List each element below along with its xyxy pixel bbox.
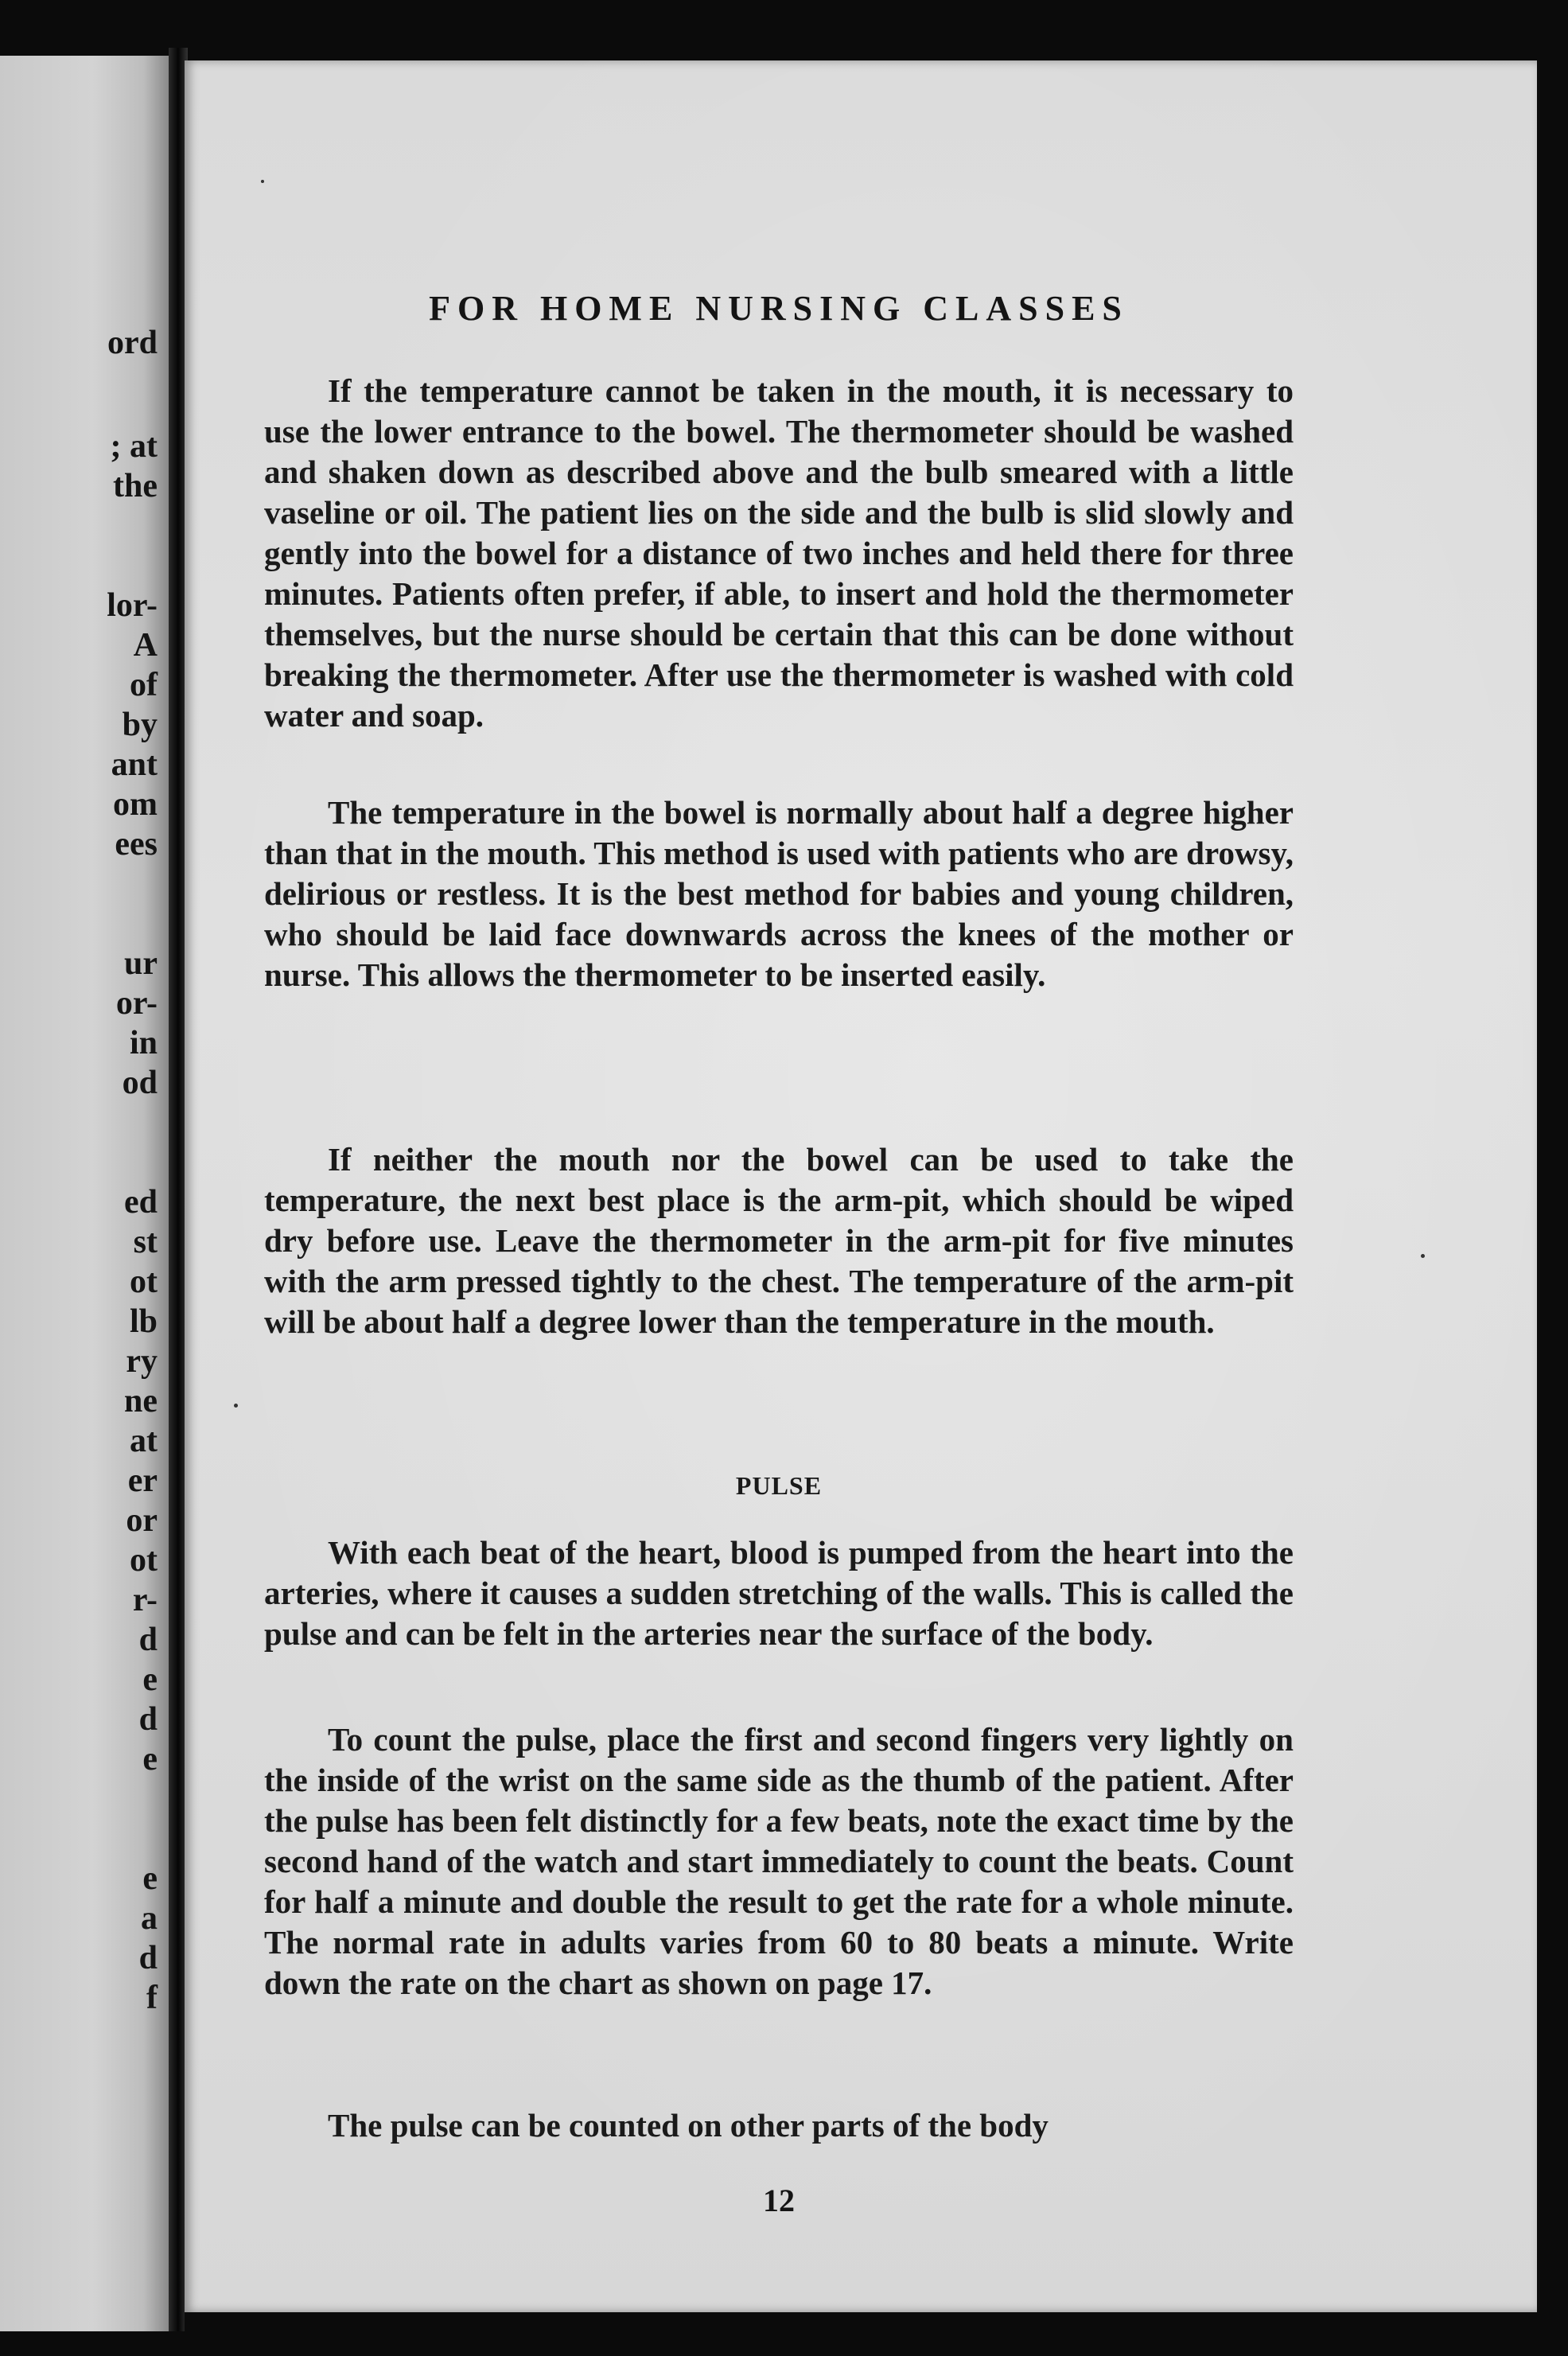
left-page-fragment: ees [115,826,158,863]
left-page-fragment: at [130,1423,158,1459]
paragraph-count-pulse: To count the pulse, place the first and second fingers very lightly on the inside of the wrist on the same side as the thumb of the patient. After the pulse has been felt distinctly for a few beats, note the exact time by the second hand of the watch and start immediately to count the beats. Count for half a minute and double the result to get the rate for a whole minute. The normal rate in adults varies from 60 to 80 beats a minute. Write down the rate on the chart as shown on page 17. [264,1721,1294,2001]
bottom-scan-border [185,2312,1537,2356]
left-page-fragment: by [122,707,158,743]
left-page-fragment: in [129,1025,158,1061]
left-page-fragment: ant [111,746,158,783]
left-page-fragment: d [138,1701,158,1738]
left-page-fragment: lb [129,1303,158,1340]
left-page-fragment: om [113,786,158,823]
paragraph-rectal-temperature: If the temperature cannot be taken in the mouth, it is necessary to use the lower entrance to the bowel. The thermometer should be washed and shaken down as described above and the bulb smeared with a little vaseline or oil. The patient lies on the side and the bulb is slid slowly and gently into the bowel for a distance of two inches and held there for three minutes. Patients often prefer, if able, to insert and hold the thermometer themselves, but the nurse should be certain that this can be done without breaking the thermometer. After use the thermometer is washed with cold water and soap. [264,372,1294,734]
left-page-fragment: ur [124,945,158,982]
paper-speck [261,180,264,183]
paper-speck [234,1404,238,1408]
left-page-fragment: er [127,1462,158,1499]
left-page-fragment: d [138,1940,158,1976]
left-page-fragment: ed [124,1184,158,1221]
left-page-fragment: r- [132,1582,158,1618]
paragraph-armpit-temperature: If neither the mouth nor the bowel can be used to take the temperature, the next best place is the arm-pit, which should be wiped dry before use. Leave the thermometer in the arm-pit for five minutes with the arm pressed tightly to the chest. The temperature of the arm-pit will be about half a degree lower than the temperature in the mouth. [264,1141,1294,1340]
left-page-fragment: d [138,1622,158,1658]
left-page-fragment: the [113,468,158,504]
right-page [185,60,1537,2312]
left-page-fragment: A [133,627,158,664]
left-page-fragment: or [126,1502,158,1539]
left-page-fragment: ne [124,1383,158,1419]
paragraph-pulse-other-parts: The pulse can be counted on other parts of the body [328,2107,1049,2144]
left-page-fragment: e [142,1860,158,1897]
paragraph-pulse-definition: With each beat of the heart, blood is pumped from the heart into the arteries, where it causes a sudden stretching of the walls. This is called the pulse and can be felt in the arteries near the surface of the body. [264,1534,1294,1652]
running-head: FOR HOME NURSING CLASSES [429,289,1129,328]
left-page-fragment: a [141,1900,158,1937]
left-page-fragment: of [130,667,158,703]
paper-speck [1421,1254,1425,1258]
left-page-text-fragments [0,56,158,2331]
left-page-fragment: st [133,1224,158,1260]
right-scan-border [1537,32,1568,2356]
left-page-fragment: lor- [107,587,158,624]
left-facing-page [0,56,169,2331]
left-page-fragment: ot [130,1264,158,1300]
page-number: 12 [763,2183,795,2218]
left-page-fragment: e [142,1661,158,1698]
left-page-fragment: f [146,1980,158,2016]
left-page-fragment: ord [107,325,158,361]
section-title-pulse: PULSE [735,1471,823,1500]
left-page-fragment: ry [126,1343,158,1380]
left-page-fragment: or- [115,985,158,1022]
left-page-fragment: od [122,1065,158,1101]
left-page-fragment: ot [130,1542,158,1579]
left-page-fragment: e [142,1741,158,1778]
paragraph-bowel-temperature: The temperature in the bowel is normally about half a degree higher than that in the mouth. This method is used with patients who are drowsy, delirious or restless. It is the best method for babies and young children, who should be laid face downwards across the knees of the mother or nurse. This allows the thermometer to be inserted easily. [264,794,1294,993]
left-page-fragment: ; at [110,428,158,465]
